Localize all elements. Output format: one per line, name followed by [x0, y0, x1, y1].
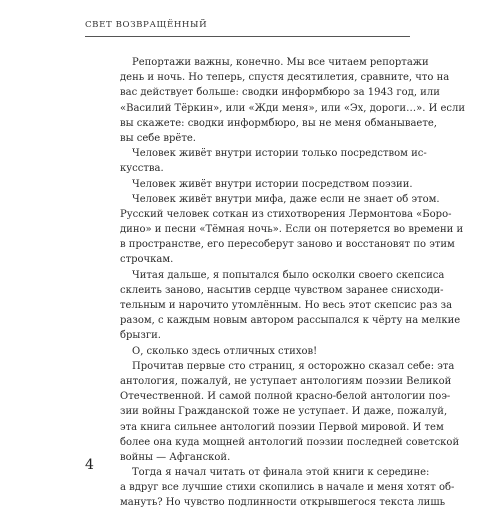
body-text [120, 55, 466, 511]
text-line: вы скажете: сводки информбюро, вы не меня обманываете, [120, 117, 437, 129]
text-line: Отечественной. И самой полной красно-белой антологии поэ- [120, 391, 451, 403]
text-line: зии войны Гражданской тоже не уступает. И даже, пожалуй, [120, 406, 448, 418]
text-line: Читая дальше, я попытался было осколки своего скепсиса [132, 269, 445, 281]
text-line: тельным и нарочито утомлённым. Но весь этот скепсис раз за [120, 300, 453, 311]
running-head-rule [85, 36, 410, 37]
text-line: Репортажи важны, конечно. Мы все читаем репортажи [132, 57, 429, 68]
text-line: в пространстве, его пересоберут заново и восстановят по этим [120, 239, 455, 251]
text-line: войны — Афганской. [120, 451, 231, 463]
text-line: день и ночь. Но теперь, спустя десятилетия, сравните, что на [120, 72, 450, 84]
text-line: разом, с каждым новым автором рассыпался к чёрту на мелкие [120, 315, 461, 327]
running-head: СВЕТ ВОЗВРАЩЁННЫЙ [85, 20, 208, 30]
text-line: «Василий Тёркин», или «Жди меня», или «Эх, дороги…». И если [120, 102, 466, 114]
text-line: антология, пожалуй, не уступает антологиям поэзии Великой [120, 375, 452, 387]
text-line: О, сколько здесь отличных стихов! [132, 345, 318, 357]
text-line: Тогда я начал читать от финала этой книги к середине: [132, 467, 430, 479]
text-line: мануть? Но чувство подлинности открывшегося текста лишь [120, 497, 446, 509]
text-line: кусства. [120, 163, 164, 175]
text-line: вас действует больше: сводки информбюро за 1943 год, или [120, 87, 440, 99]
text-line: строчкам. [120, 254, 174, 266]
text-line: склеить заново, насытив сердце чувством заранее снисходи- [120, 284, 444, 296]
text-line: брызги. [120, 330, 161, 342]
page-number: 4 [85, 457, 94, 473]
text-line: а вдруг все лучшие стихи скопились в начале и меня хотят об- [120, 482, 455, 494]
text-line: Человек живёт внутри мифа, даже если не знает об этом. [132, 193, 440, 205]
text-line: Человек живёт внутри истории посредством поэзии. [132, 178, 413, 190]
text-line: дино» и песни «Тёмная ночь». Если он потеряется во времени и [120, 224, 464, 236]
text-line: Прочитав первые сто страниц, я осторожно сказал себе: эта [132, 360, 455, 372]
text-line: Человек живёт внутри истории только посредством ис- [132, 148, 427, 160]
text-line: Русский человек соткан из стихотворения Лермонтова «Боро- [120, 208, 452, 220]
text-line: эта книга сильнее антологий поэзии Первой мировой. И тем [120, 421, 444, 433]
text-line: вы себе врёте. [120, 132, 196, 144]
text-line: более она куда мощней антологий поэзии последней советской [120, 436, 460, 448]
